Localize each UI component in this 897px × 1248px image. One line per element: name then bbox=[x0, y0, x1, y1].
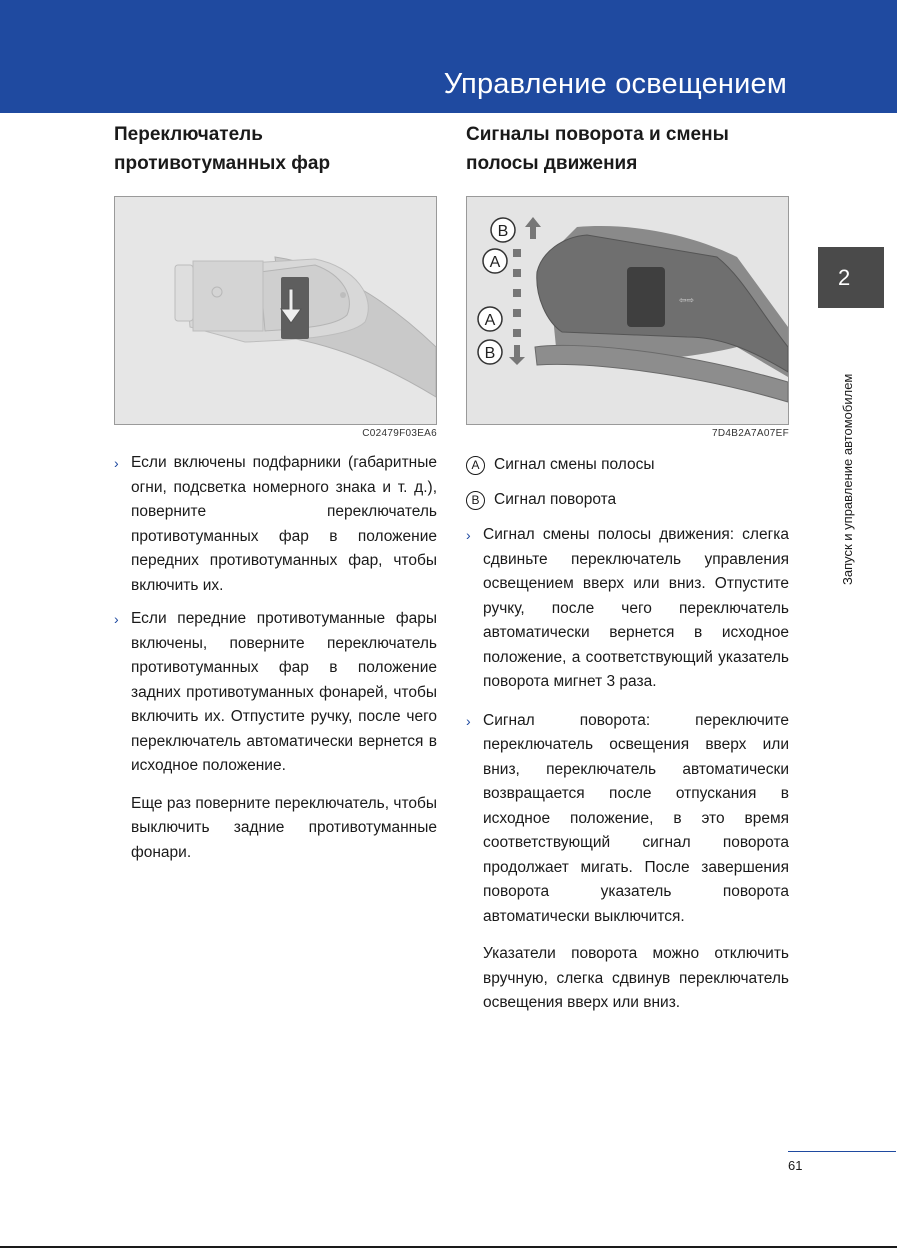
left-column bbox=[114, 120, 437, 865]
legend-item-b bbox=[466, 488, 789, 512]
bullet-marker: › bbox=[466, 527, 471, 543]
figure-label-a-bottom bbox=[478, 307, 502, 331]
turn-bullet-1-text: Сигнал смены полосы движения: слегка сдвиньте переключатель управления освещением вверх или вниз. Отпустите ручку, после чего переключатель автоматически вернется в исходное положение, а соответствующий указатель поворота мигнет 3 раза. bbox=[483, 526, 789, 690]
bullet-marker: › bbox=[114, 611, 119, 627]
fog-bullet-2-text: Если передние противотуманные фары включены, поверните переключатель противотуманных фар в положение задних противотуманных фонарей, чтобы включить их. Отпустите ручку, после чего переключатель автоматически вернется в исходное положение. bbox=[131, 610, 437, 774]
fog-light-section-title: Переключатель противотуманных фар bbox=[114, 124, 331, 174]
label-a-top-text: A bbox=[489, 254, 501, 271]
turn-bullet-2-text: Сигнал поворота: переключите переключатель освещения вверх или вниз, переключатель автоматически возвращается после отпускания в исходное положение, в это время соответствующий сигнал поворота продолжает мигать. После завершения поворота указатель поворота автоматически выключится. bbox=[483, 711, 789, 925]
label-b-top-text: B bbox=[497, 223, 509, 240]
legend-text-a: Сигнал смены полосы bbox=[494, 456, 655, 473]
page-number-rule bbox=[788, 1151, 896, 1152]
right-column bbox=[466, 120, 789, 1016]
svg-text:⇦⇨: ⇦⇨ bbox=[679, 295, 695, 305]
figure-label-a-top bbox=[483, 249, 507, 273]
fog-switch-illustration bbox=[115, 197, 436, 424]
page-number: 61 bbox=[788, 1158, 803, 1173]
fog-light-switch-figure bbox=[114, 196, 437, 425]
bullet-marker: › bbox=[466, 712, 471, 729]
fog-note: Еще раз поверните переключатель, чтобы выключить задние противотуманные фонари. bbox=[131, 794, 438, 861]
turn-signal-section-title: Сигналы поворота и смены полосы движения bbox=[466, 124, 729, 174]
chapter-number: 2 bbox=[838, 265, 851, 290]
figure-label-b-bottom bbox=[478, 340, 502, 364]
label-b-bottom-text: B bbox=[484, 345, 496, 362]
page-header-title: Управление освещением bbox=[443, 68, 787, 100]
turn-signal-figure bbox=[466, 196, 789, 425]
figure-label-b-top bbox=[491, 218, 515, 242]
fog-bullet-1 bbox=[114, 451, 437, 598]
label-a-bottom-text: A bbox=[484, 312, 496, 329]
turn-figure-code: 7D4B2A7A07EF bbox=[712, 428, 789, 439]
chapter-tab bbox=[818, 247, 884, 308]
legend-key-a: A bbox=[466, 456, 485, 475]
fog-bullet-1-text: Если включены подфарники (габаритные огни, подсветка номерного знака и т. д.), поверните переключатель противотуманных фар в положение передних противотуманных фар, чтобы включить их. bbox=[131, 454, 437, 594]
turn-note: Указатели поворота можно отключить вручную, слегка сдвинув переключатель освещения вверх или вниз. bbox=[483, 945, 789, 1011]
legend-text-b: Сигнал поворота bbox=[494, 491, 617, 508]
fog-bullet-2 bbox=[114, 607, 437, 779]
turn-signal-illustration bbox=[467, 197, 788, 424]
legend-key-b: B bbox=[466, 491, 485, 510]
chapter-title-vertical: Запуск и управление автомобилем bbox=[840, 373, 855, 585]
legend-item-a bbox=[466, 453, 789, 477]
bullet-marker: › bbox=[114, 455, 119, 471]
turn-bullet-2 bbox=[466, 709, 789, 930]
turn-bullet-1 bbox=[466, 523, 789, 695]
fog-figure-code: C02479F03EA6 bbox=[362, 428, 437, 439]
